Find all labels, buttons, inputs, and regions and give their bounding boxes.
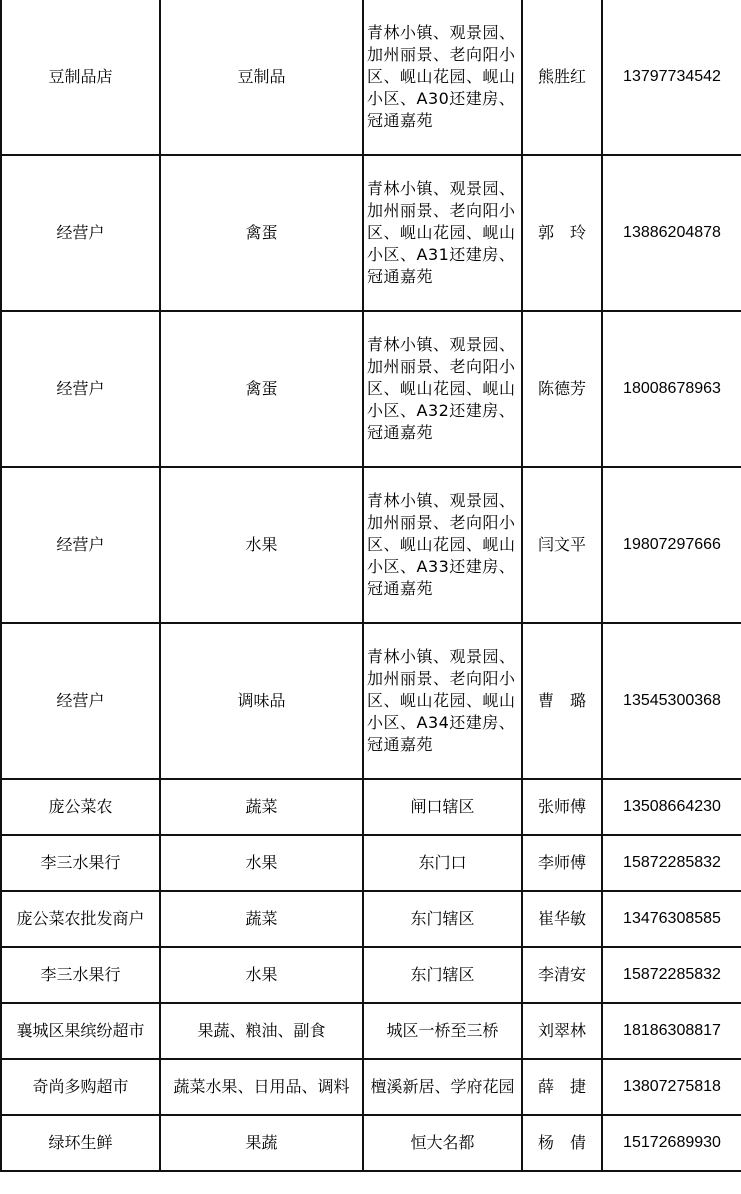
contact-cell: 薛 捷	[522, 1059, 602, 1115]
table-row	[1, 1003, 741, 1059]
phone-cell: 13545300368	[602, 623, 741, 779]
category-cell: 水果	[160, 467, 363, 623]
table-row	[1, 835, 741, 891]
contact-cell: 刘翠林	[522, 1003, 602, 1059]
contact-cell: 陈德芳	[522, 311, 602, 467]
category-cell: 蔬菜	[160, 891, 363, 947]
category-cell: 蔬菜	[160, 779, 363, 835]
store-name-cell: 李三水果行	[1, 835, 160, 891]
contact-cell: 崔华敏	[522, 891, 602, 947]
store-name-cell: 绿环生鲜	[1, 1115, 160, 1171]
service-area-cell: 东门口	[363, 835, 522, 891]
service-area-cell: 青林小镇、观景园、加州丽景、老向阳小区、岘山花园、岘山小区、A32还建房、冠通嘉苑	[363, 311, 522, 467]
store-name-cell: 经营户	[1, 467, 160, 623]
service-area-cell: 青林小镇、观景园、加州丽景、老向阳小区、岘山花园、岘山小区、A30还建房、冠通嘉苑	[363, 0, 522, 155]
contact-cell: 张师傅	[522, 779, 602, 835]
phone-cell: 15872285832	[602, 947, 741, 1003]
store-name-cell: 豆制品店	[1, 0, 160, 155]
category-cell: 水果	[160, 835, 363, 891]
service-area-cell: 恒大名都	[363, 1115, 522, 1171]
service-area-cell	[363, 1059, 522, 1115]
store-name-cell: 庞公菜农	[1, 779, 160, 835]
contact-cell: 闫文平	[522, 467, 602, 623]
phone-cell: 19807297666	[602, 467, 741, 623]
table-row	[1, 891, 741, 947]
store-name-cell: 经营户	[1, 623, 160, 779]
category-cell: 调味品	[160, 623, 363, 779]
category-cell: 禽蛋	[160, 155, 363, 311]
table-row	[1, 467, 741, 623]
category-cell: 果蔬	[160, 1115, 363, 1171]
table-row	[1, 947, 741, 1003]
table-row	[1, 1115, 741, 1171]
store-name-cell: 经营户	[1, 155, 160, 311]
service-area-cell: 青林小镇、观景园、加州丽景、老向阳小区、岘山花园、岘山小区、A33还建房、冠通嘉苑	[363, 467, 522, 623]
phone-cell: 13797734542	[602, 0, 741, 155]
phone-cell: 13886204878	[602, 155, 741, 311]
service-area-cell: 青林小镇、观景园、加州丽景、老向阳小区、岘山花园、岘山小区、A34还建房、冠通嘉苑	[363, 623, 522, 779]
phone-cell: 18186308817	[602, 1003, 741, 1059]
category-cell: 禽蛋	[160, 311, 363, 467]
phone-cell: 13476308585	[602, 891, 741, 947]
phone-cell: 13508664230	[602, 779, 741, 835]
category-cell: 水果	[160, 947, 363, 1003]
contact-cell: 李师傅	[522, 835, 602, 891]
category-cell	[160, 1059, 363, 1115]
table-row	[1, 311, 741, 467]
store-name-cell: 襄城区果缤纷超市	[1, 1003, 160, 1059]
table-row	[1, 0, 741, 155]
service-area-text: 檀溪新居、学府花园	[370, 1077, 515, 1096]
store-name-cell: 庞公菜农批发商户	[1, 891, 160, 947]
contact-cell: 郭 玲	[522, 155, 602, 311]
contact-cell: 杨 倩	[522, 1115, 602, 1171]
category-cell: 果蔬、粮油、副食	[160, 1003, 363, 1059]
store-name-cell: 经营户	[1, 311, 160, 467]
category-cell: 豆制品	[160, 0, 363, 155]
table-row	[1, 623, 741, 779]
table-row	[1, 155, 741, 311]
phone-cell: 13807275818	[602, 1059, 741, 1115]
service-area-cell: 青林小镇、观景园、加州丽景、老向阳小区、岘山花园、岘山小区、A31还建房、冠通嘉苑	[363, 155, 522, 311]
contact-cell: 李清安	[522, 947, 602, 1003]
category-text: 蔬菜水果、日用品、调料	[173, 1077, 350, 1096]
store-name-cell: 奇尚多购超市	[1, 1059, 160, 1115]
service-area-cell: 城区一桥至三桥	[363, 1003, 522, 1059]
service-area-cell: 东门辖区	[363, 947, 522, 1003]
contact-cell: 熊胜红	[522, 0, 602, 155]
table-row	[1, 1059, 741, 1115]
phone-cell: 18008678963	[602, 311, 741, 467]
store-name-cell: 李三水果行	[1, 947, 160, 1003]
phone-cell: 15872285832	[602, 835, 741, 891]
phone-cell: 15172689930	[602, 1115, 741, 1171]
table-row	[1, 779, 741, 835]
service-area-cell: 东门辖区	[363, 891, 522, 947]
contact-cell: 曹 璐	[522, 623, 602, 779]
service-area-cell: 闸口辖区	[363, 779, 522, 835]
